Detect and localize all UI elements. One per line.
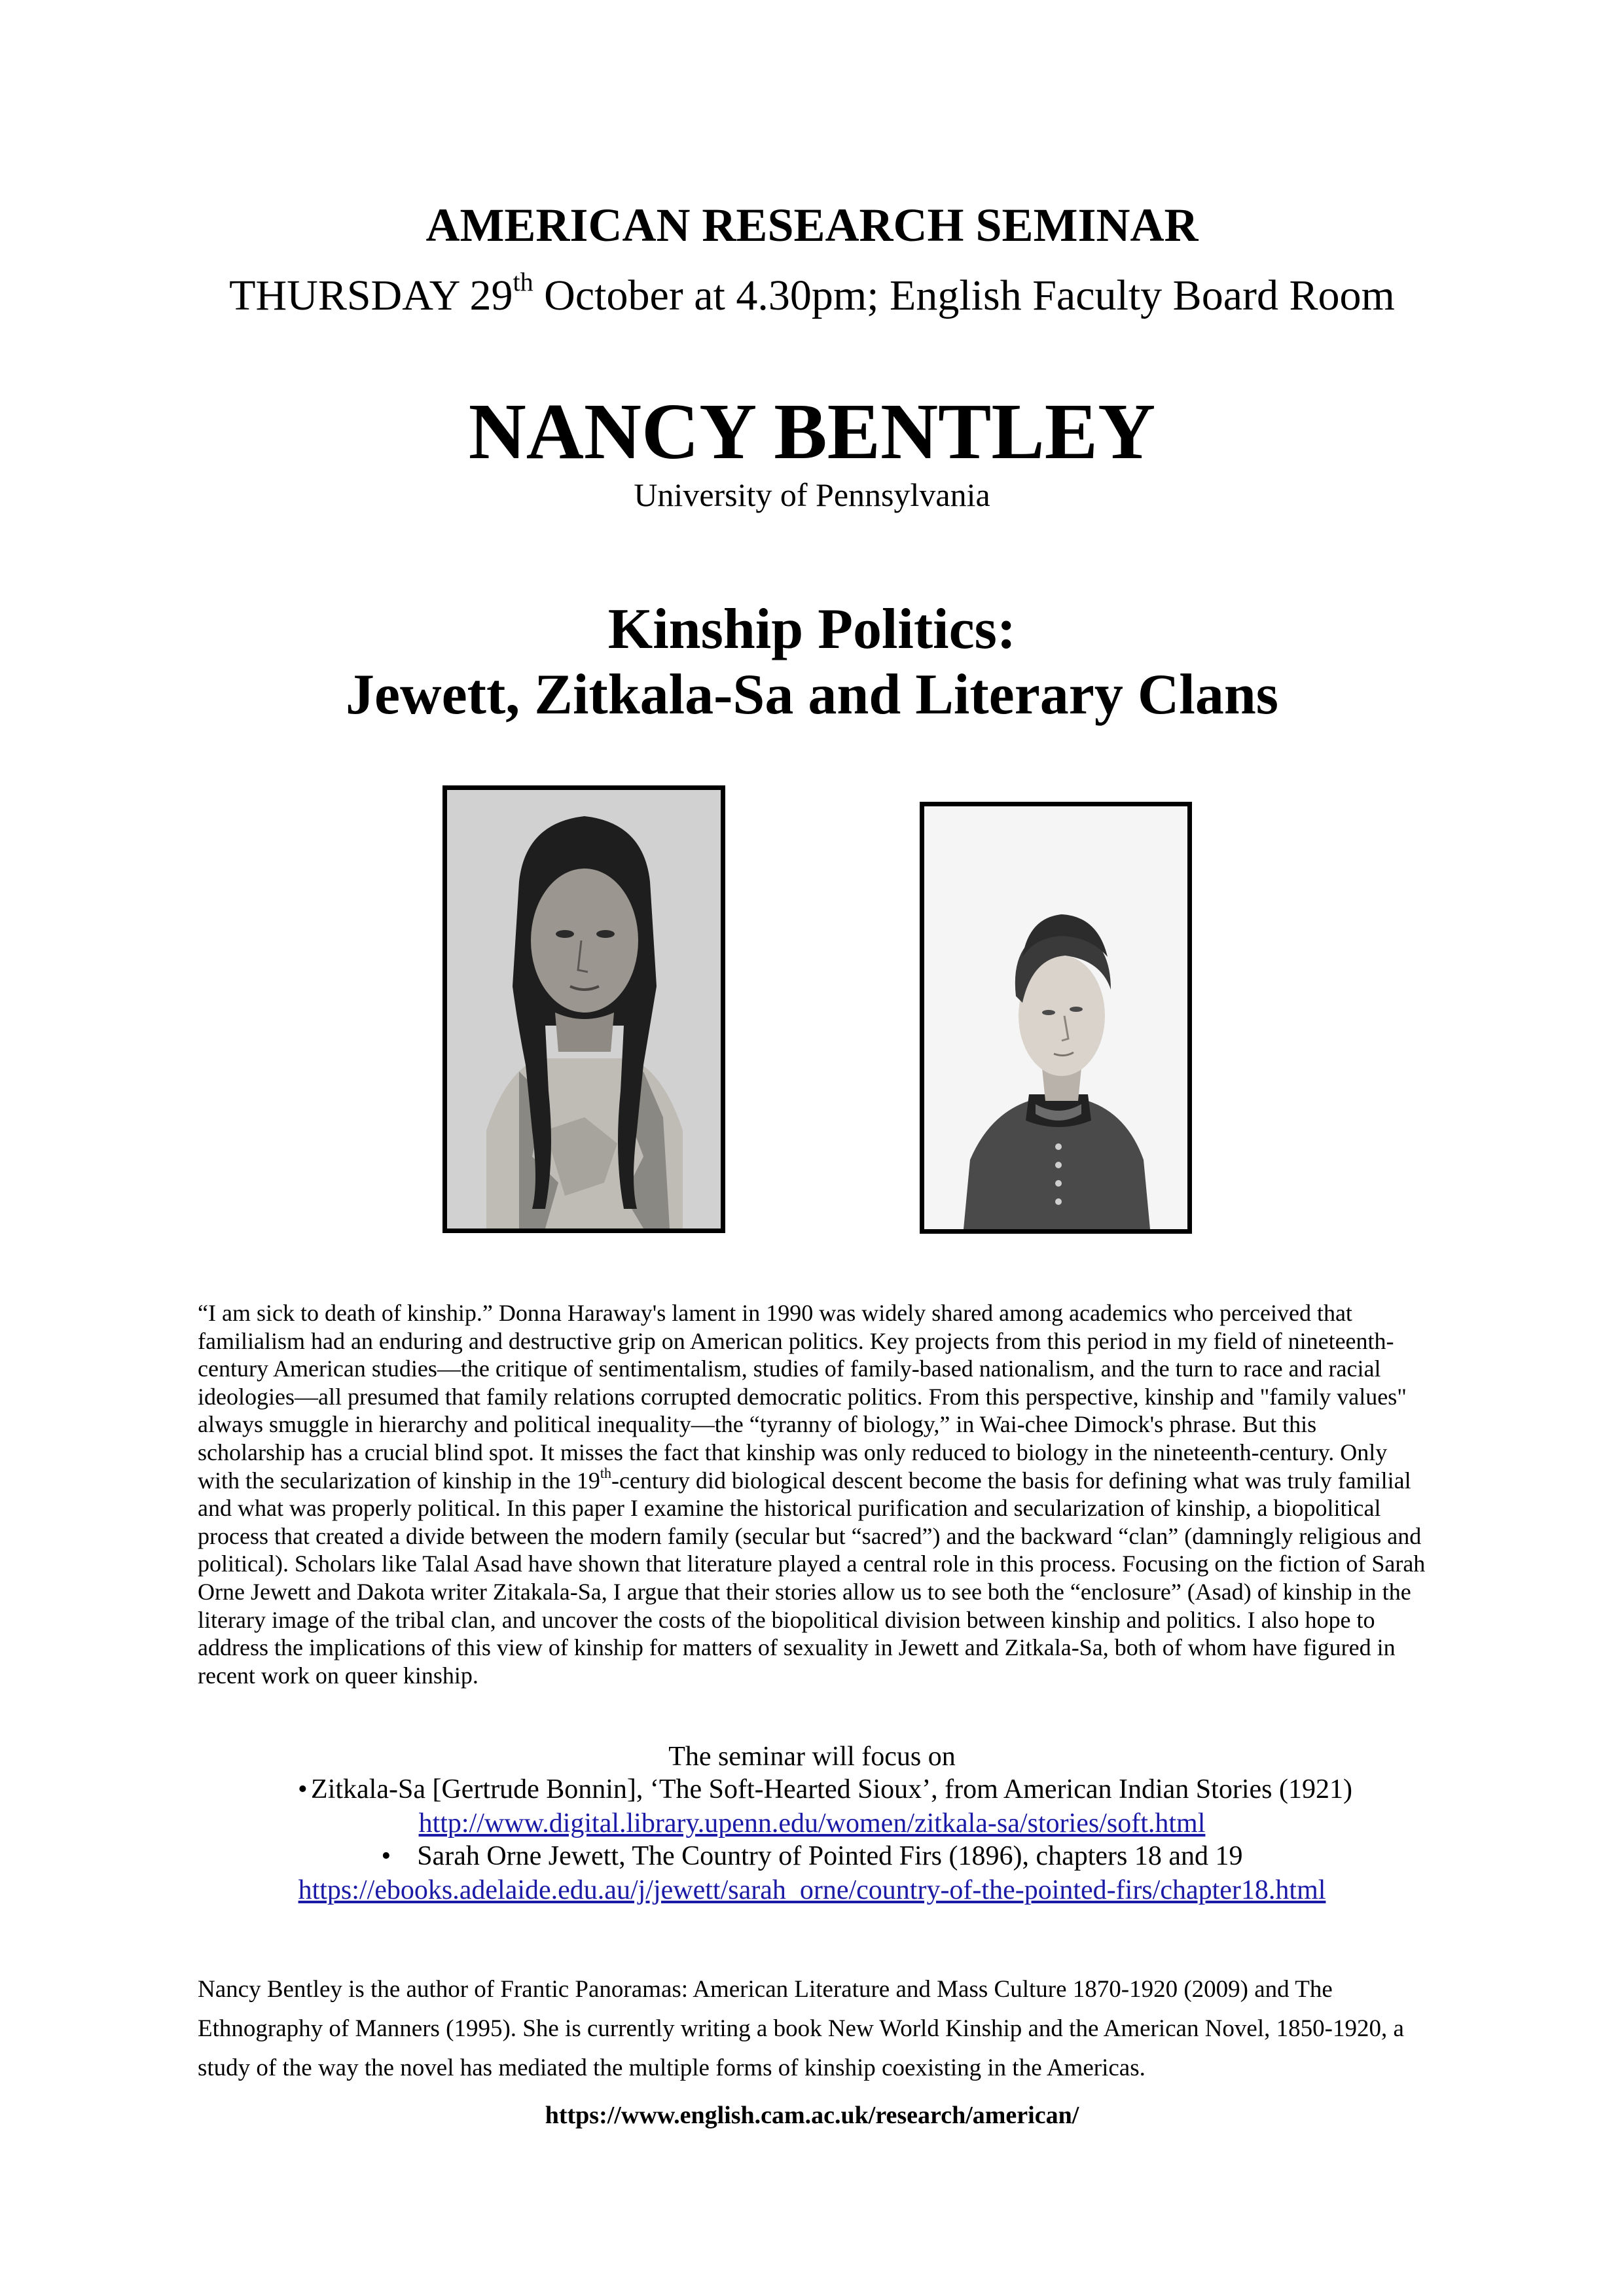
reading-item-2-text: Sarah Orne Jewett, The Country of Pointed Firs (1896), chapters 18 and 19 xyxy=(417,1841,1243,1871)
reading-item-1-link[interactable]: http://www.digital.library.upenn.edu/women/zitkala-sa/stories/soft.html xyxy=(418,1808,1206,1839)
portrait-photo-icon xyxy=(924,806,1187,1229)
speaker-bio xyxy=(198,1970,1426,2088)
reading-list-intro: The seminar will focus on xyxy=(668,1742,956,1772)
talk-title-line-2: Jewett, Zitkala-Sa and Literary Clans xyxy=(345,663,1279,726)
reading-item-2 xyxy=(0,1839,1624,1873)
abstract-text-part-2: -century did biological descent become the basis for defining what was truly familial and what was properly political. In this paper I examine the historical purification and secularization of kinship, a biopolitical process that created a divide between the modern family (secular but “sacred”) and the backward “clan” (damningly religious and political). Scholars like Talal Asad have shown that literature played a central role in this process. Focusing on the fiction of Sarah Orne Jewett and Dakota writer Zitakala-Sa, I argue that their stories allow us to see both the “enclosure” (Asad) of kinship in the literary image of the tribal clan, and uncover the costs of the biopolitical division between kinship and politics. I also hope to address the implications of this view of kinship for matters of sexuality in Jewett and Zitkala-Sa, both of whom have figured in recent work on queer kinship. xyxy=(198,1467,1426,1689)
reading-item-2-url-row xyxy=(0,1873,1624,1907)
speaker-bio-text: Nancy Bentley is the author of Frantic Panoramas: American Literature and Mass Culture 1870-1920 (2009) and The Ethnography of Manners (1995). She is currently writing a book New World Kinship and the American Novel, 1850-1920, a study of the way the novel has mediated the multiple forms of kinship coexisting in the Americas. xyxy=(198,1976,1404,2081)
reading-item-2-link[interactable]: https://ebooks.adelaide.edu.au/j/jewett/sarah_orne/country-of-the-pointed-firs/chapter18.html xyxy=(298,1875,1326,1905)
bullet-icon: • xyxy=(298,1774,308,1804)
abstract-ordinal: th xyxy=(600,1464,611,1481)
reading-item-1-url-row xyxy=(0,1806,1624,1840)
footer-website-url[interactable]: https://www.english.cam.ac.uk/research/american/ xyxy=(545,2102,1079,2129)
event-date-rest: October at 4.30pm; English Faculty Board Room xyxy=(533,272,1395,319)
abstract-paragraph xyxy=(198,1299,1426,1689)
reading-item-1-text: Zitkala-Sa [Gertrude Bonnin], ‘The Soft-Hearted Sioux’, from American Indian Stories (1921) xyxy=(311,1774,1352,1804)
reading-item-1 xyxy=(0,1772,1624,1806)
event-date-location xyxy=(0,267,1624,325)
event-date-prefix: THURSDAY 29 xyxy=(229,272,513,319)
speaker-affiliation: University of Pennsylvania xyxy=(634,476,990,513)
portrait-sarah-orne-jewett xyxy=(920,802,1192,1234)
seminar-series-title: AMERICAN RESEARCH SEMINAR xyxy=(425,199,1199,251)
abstract-text-part-1: “I am sick to death of kinship.” Donna Haraway's lament in 1990 was widely shared among academics who perceived that familialism had an enduring and destructive grip on American politics. Key projects from this period in my field of nineteenth-century American studies—the critique of sentimentalism, studies of family-based nationalism, and the turn to race and racial ideologies—all presumed that family relations corrupted democratic politics. From this perspective, kinship and "family values" always smuggle in hierarchy and political inequality—the “tyranny of biology,” in Wai-chee Dimock's phrase. But this scholarship has a crucial blind spot. It misses the fact that kinship was only reduced to biology in the nineteenth-century. Only with the secularization of kinship in the 19 xyxy=(198,1300,1407,1494)
portrait-photo-icon xyxy=(447,790,721,1229)
portrait-zitkala-sa xyxy=(442,785,725,1233)
event-date-ordinal: th xyxy=(513,267,533,296)
bullet-icon: • xyxy=(381,1841,391,1871)
talk-title-line-1: Kinship Politics: xyxy=(607,598,1017,661)
speaker-name: NANCY BENTLEY xyxy=(468,387,1156,476)
